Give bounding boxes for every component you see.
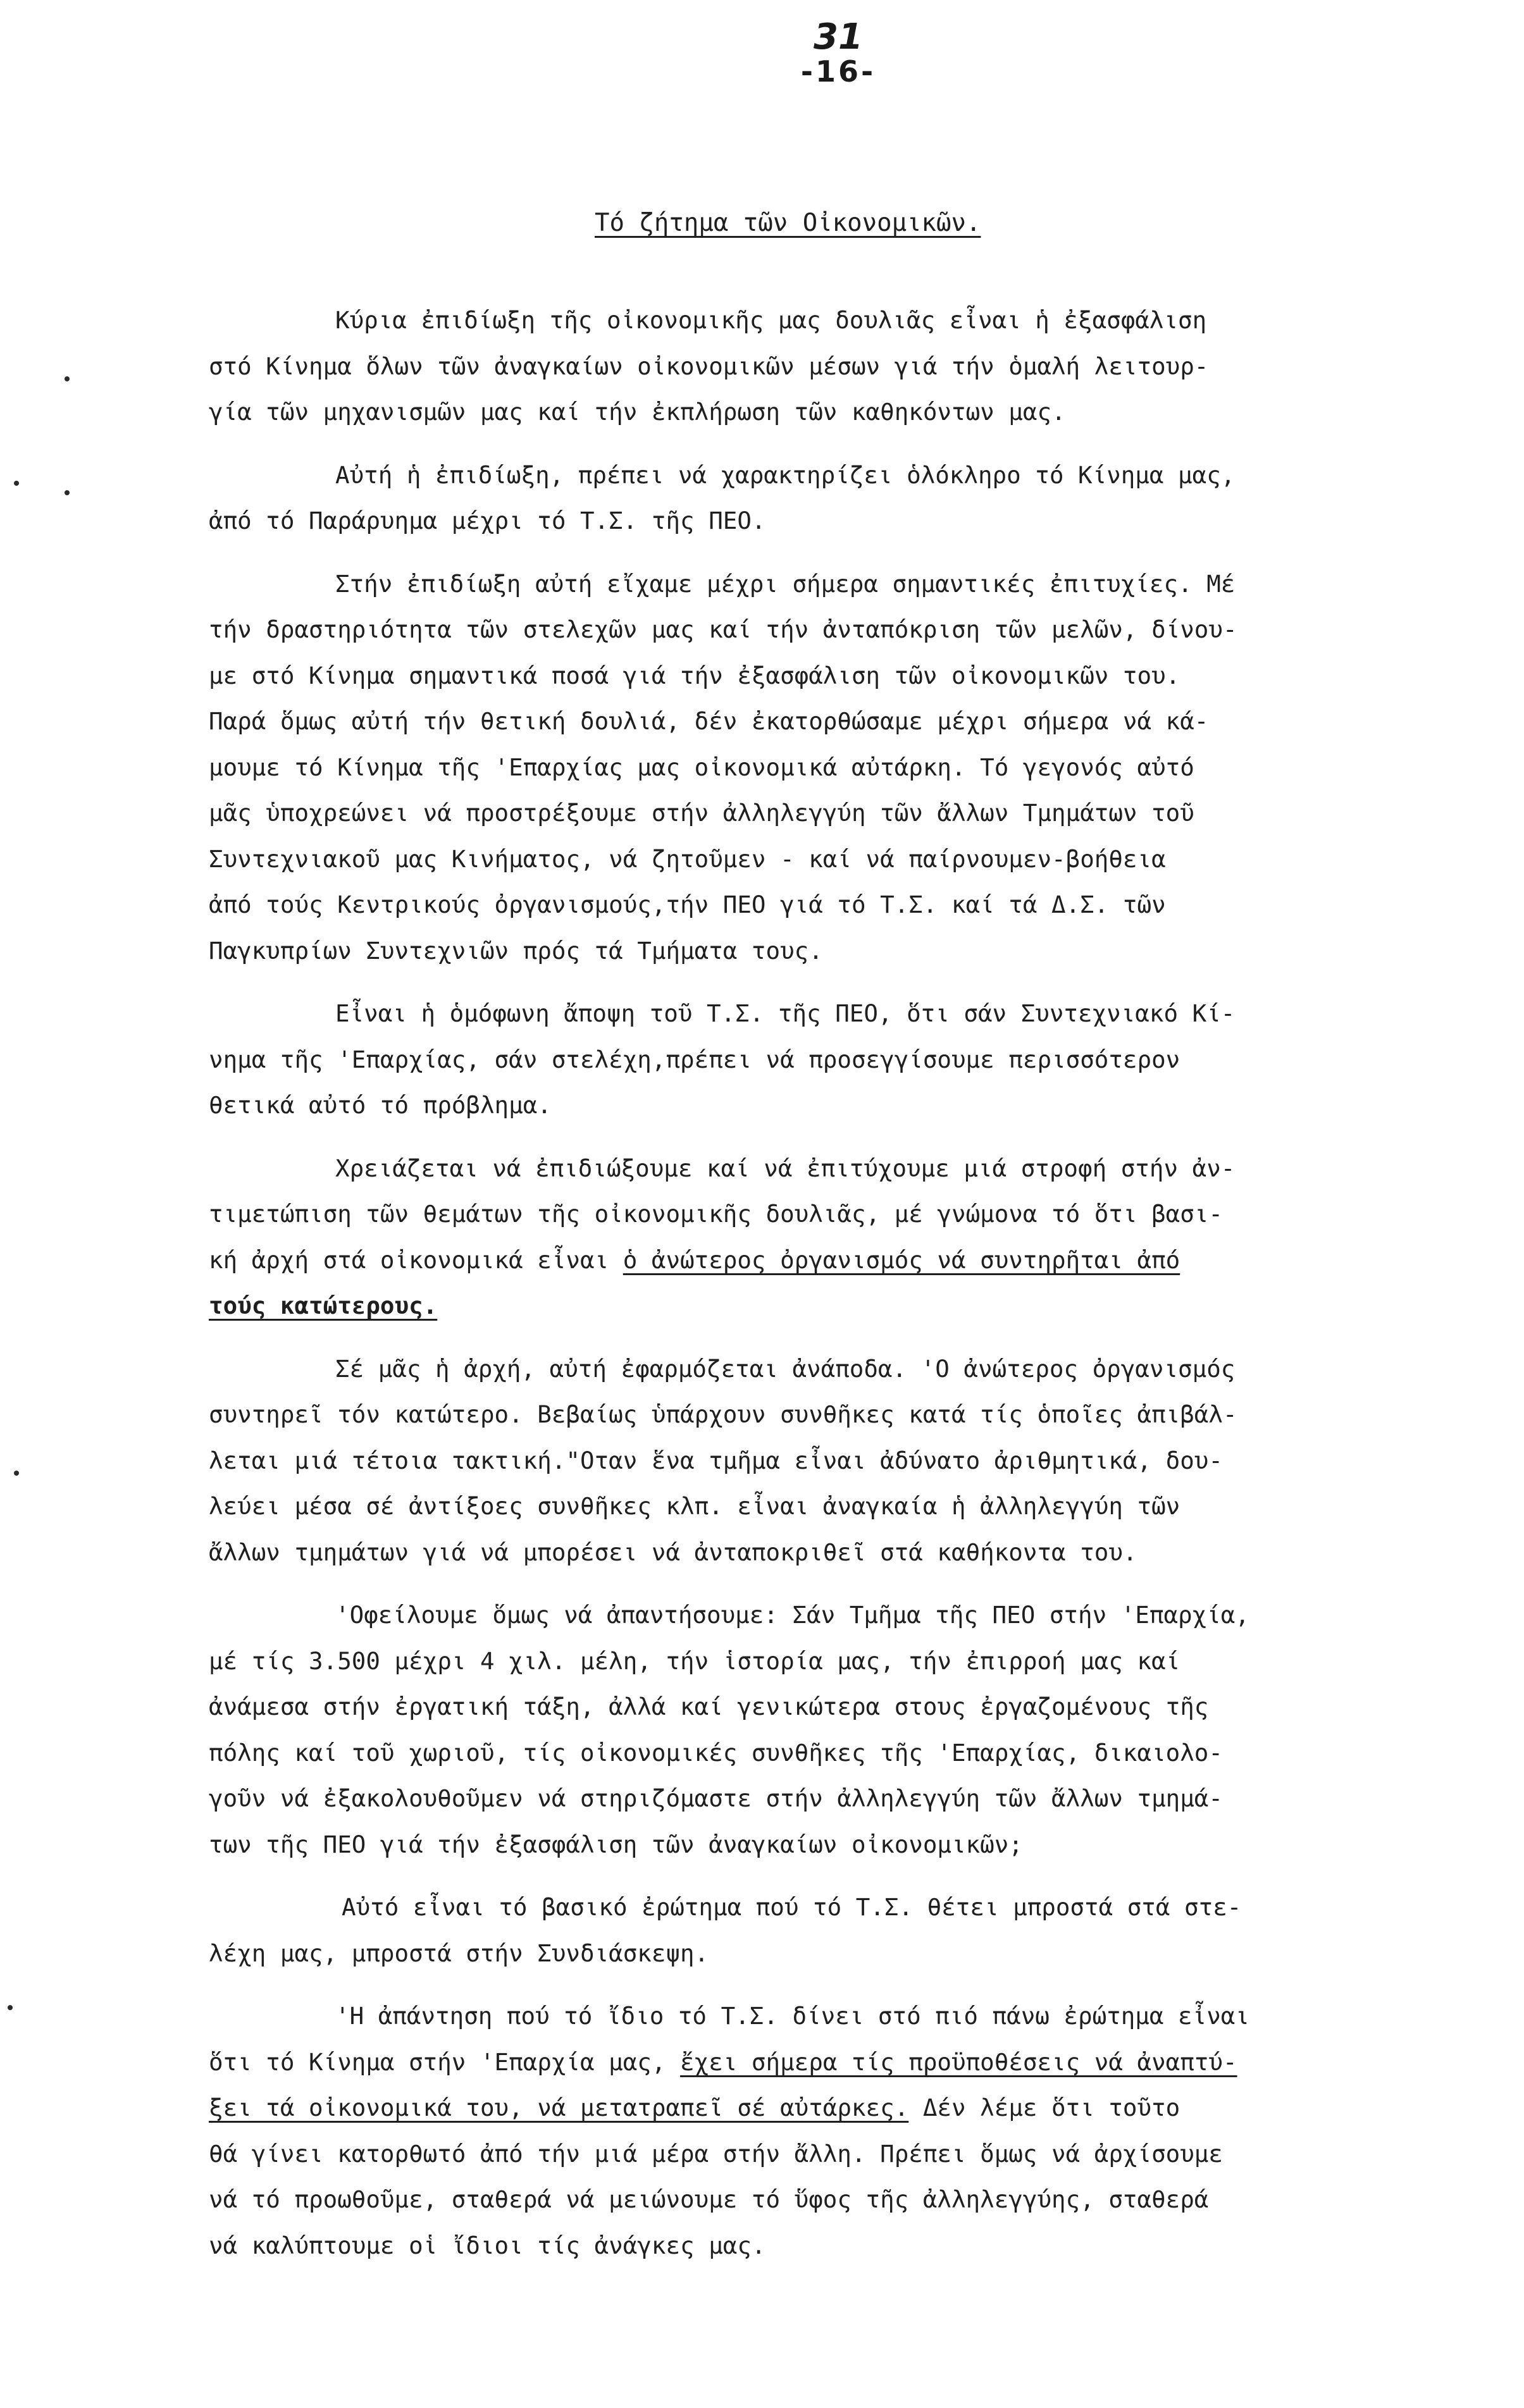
handwritten-page-number: 31 xyxy=(814,16,863,58)
margin-dot xyxy=(8,2005,13,2010)
text-line: Παρά ὅμως αὐτή τήν θετική δουλιά, δέν ἐκατορθώσαμε μέχρι σήμερα νά κά- xyxy=(209,707,1209,735)
text-line: τήν δραστηριότητα τῶν στελεχῶν μας καί τήν ἀνταπόκριση τῶν μελῶν, δίνου- xyxy=(209,615,1237,643)
text-line: πόλης καί τοῦ χωριοῦ, τίς οἰκονομικές συνθῆκες τῆς 'Επαρχίας, δικαιολο- xyxy=(209,1738,1223,1767)
text-line: Αὐτή ἡ ἐπιδίωξη, πρέπει νά χαρακτηρίζει ὁλόκληρο τό Κίνημα μας, xyxy=(335,460,1236,489)
text-line: μᾶς ὑποχρεώνει νά προστρέξουμε στήν ἀλληλεγγύη τῶν ἄλλων Τμημάτων τοῦ xyxy=(209,799,1194,827)
paragraph-8 xyxy=(209,1884,1461,1976)
paragraph-5 xyxy=(209,1145,1461,1329)
text-line: θετικά αὐτό τό πρόβλημα. xyxy=(209,1091,552,1119)
text-line: των τῆς ΠΕΟ γιά τήν ἐξασφάλιση τῶν ἀναγκαίων οἰκονομικῶν; xyxy=(209,1830,1023,1858)
text-line: Εἶναι ἡ ὁμόφωνη ἄποψη τοῦ Τ.Σ. τῆς ΠΕΟ, ὅτι σάν Συντεχνιακό Κί- xyxy=(335,999,1236,1027)
text-line: νά τό προωθοῦμε, σταθερά νά μειώνουμε τό ὕφος τῆς ἀλληλεγγύης, σταθερά xyxy=(209,2185,1209,2213)
text-line: Παγκυπρίων Συντεχνιῶν πρός τά Τμήματα τους. xyxy=(209,936,823,965)
document-body xyxy=(209,297,1461,2285)
text-line: συντηρεῖ τόν κατώτερο. Βεβαίως ὑπάρχουν συνθῆκες κατά τίς ὁποῖες ἀπιβάλ- xyxy=(209,1400,1237,1428)
paragraph-7 xyxy=(209,1592,1461,1867)
text-line: γοῦν νά ἐξακολουθοῦμεν νά στηριζόμαστε στήν ἀλληλεγγύη τῶν ἄλλων τμημά- xyxy=(209,1784,1223,1812)
text-line: με στό Κίνημα σημαντικά ποσά γιά τήν ἐξασφάλιση τῶν οἰκονομικῶν του. xyxy=(209,661,1180,689)
text-line: ἀνάμεσα στήν ἐργατική τάξη, ἀλλά καί γενικώτερα στους ἐργαζομένους τῆς xyxy=(209,1693,1209,1720)
text-line: Αὐτό εἶναι τό βασικό ἐρώτημα πού τό Τ.Σ. θέτει μπροστά στά στε- xyxy=(342,1893,1242,1921)
text-line-with-underline xyxy=(209,2039,1461,2085)
text-segment: κή ἀρχή στά οἰκονομικά εἶναι xyxy=(209,1245,623,1274)
underlined-phrase: ξει τά οἰκονομικά του, νά μετατραπεῖ σέ αὐτάρκες. xyxy=(209,2094,909,2121)
typed-page-number: -16- xyxy=(800,54,876,89)
text-line-bold xyxy=(209,1283,1461,1329)
text-line: ἄλλων τμημάτων γιά νά μπορέσει νά ἀνταποκριθεῖ στά καθήκοντα του. xyxy=(209,1538,1137,1566)
text-line: γία τῶν μηχανισμῶν μας καί τήν ἐκπλήρωση τῶν καθηκόντων μας. xyxy=(209,398,1066,426)
margin-dot xyxy=(14,481,19,486)
text-line: θά γίνει κατορθωτό ἀπό τήν μιά μέρα στήν ἄλλη. Πρέπει ὅμως νά ἀρχίσουμε xyxy=(209,2139,1223,2168)
text-line: ἀπό τό Παράρυημα μέχρι τό Τ.Σ. τῆς ΠΕΟ. xyxy=(209,507,766,534)
text-line: τιμετώπιση τῶν θεμάτων τῆς οἰκονομικῆς δουλιᾶς, μέ γνώμονα τό ὅτι βασι- xyxy=(209,1200,1223,1228)
text-line: Συντεχνιακοῦ μας Κινήματος, νά ζητοῦμεν - καί νά παίρνουμεν-βοήθεια xyxy=(209,844,1166,873)
paragraph-1 xyxy=(209,297,1461,435)
underlined-phrase: ἔχει σήμερα τίς προϋποθέσεις νά ἀναπτύ- xyxy=(680,2047,1237,2076)
paragraph-2 xyxy=(209,452,1461,544)
text-line: Χρειάζεται νά ἐπιδιώξουμε καί νά ἐπιτύχουμε μιά στροφή στήν ἀν- xyxy=(335,1154,1236,1182)
text-line: λέχη μας, μπροστά στήν Συνδιάσκεψη. xyxy=(209,1939,709,1967)
text-line: μουμε τό Κίνημα τῆς 'Επαρχίας μας οἰκονομικά αὐτάρκη. Τό γεγονός αὐτό xyxy=(209,753,1194,781)
page-number xyxy=(781,16,895,89)
margin-dot xyxy=(65,490,70,495)
text-line-with-underline xyxy=(209,2085,1461,2131)
text-line: Κύρια ἐπιδίωξη τῆς οἰκονομικῆς μας δουλιᾶς εἶναι ἡ ἐξασφάλιση xyxy=(335,306,1207,334)
text-line: μέ τίς 3.500 μέχρι 4 χιλ. μέλη, τήν ἱστορία μας, τήν ἐπιρροή μας καί xyxy=(209,1646,1180,1675)
text-line: 'Η ἀπάντηση πού τό ἴδιο τό Τ.Σ. δίνει στό πιό πάνω ἐρώτημα εἶναι xyxy=(335,2002,1249,2030)
text-line-with-underline xyxy=(209,1237,1461,1283)
section-title: Τό ζήτημα τῶν Οἰκονομικῶν. xyxy=(595,209,981,237)
text-line: λεύει μέσα σέ ἀντίξοες συνθῆκες κλπ. εἶναι ἀναγκαία ἡ ἀλληλεγγύη τῶν xyxy=(209,1492,1180,1520)
margin-dot xyxy=(14,1471,19,1476)
text-line: Στήν ἐπιδίωξη αὐτή εἴχαμε μέχρι σήμερα σημαντικές ἐπιτυχίες. Μέ xyxy=(335,569,1236,598)
text-line: στό Κίνημα ὅλων τῶν ἀναγκαίων οἰκονομικῶν μέσων γιά τήν ὁμαλή λειτουρ- xyxy=(209,352,1209,380)
text-line: νημα τῆς 'Επαρχίας, σάν στελέχη,πρέπει νά προσεγγίσουμε περισσότερον xyxy=(209,1045,1180,1073)
text-line: 'Οφείλουμε ὅμως νά ἀπαντήσουμε: Σάν Τμῆμα τῆς ΠΕΟ στήν 'Επαρχία, xyxy=(335,1601,1249,1629)
paragraph-6 xyxy=(209,1346,1461,1576)
text-line: λεται μιά τέτοια τακτική."Οταν ἕνα τμῆμα εἶναι ἀδύνατο ἀριθμητικά, δου- xyxy=(209,1446,1223,1474)
text-segment: Δέν λέμε ὅτι τοῦτο xyxy=(908,2094,1180,2121)
text-line: Σέ μᾶς ἡ ἀρχή, αὐτή ἐφαρμόζεται ἀνάποδα. 'Ο ἀνώτερος ὀργανισμός xyxy=(335,1354,1236,1383)
paragraph-9 xyxy=(209,1993,1461,2268)
bold-underlined-phrase: τούς κατώτερους. xyxy=(209,1292,438,1319)
text-line: νά καλύπτουμε οἱ ἴδιοι τίς ἀνάγκες μας. xyxy=(209,2231,766,2259)
margin-dot xyxy=(65,376,70,381)
text-segment: ὅτι τό Κίνημα στήν 'Επαρχία μας, xyxy=(209,2047,681,2076)
paragraph-3 xyxy=(209,561,1461,974)
text-line: ἀπό τούς Κεντρικούς ὀργανισμούς,τήν ΠΕΟ γιά τό Τ.Σ. καί τά Δ.Σ. τῶν xyxy=(209,891,1166,918)
underlined-principle: ὁ ἀνώτερος ὀργανισμός νά συντηρῆται ἀπό xyxy=(623,1245,1180,1274)
paragraph-4 xyxy=(209,991,1461,1128)
